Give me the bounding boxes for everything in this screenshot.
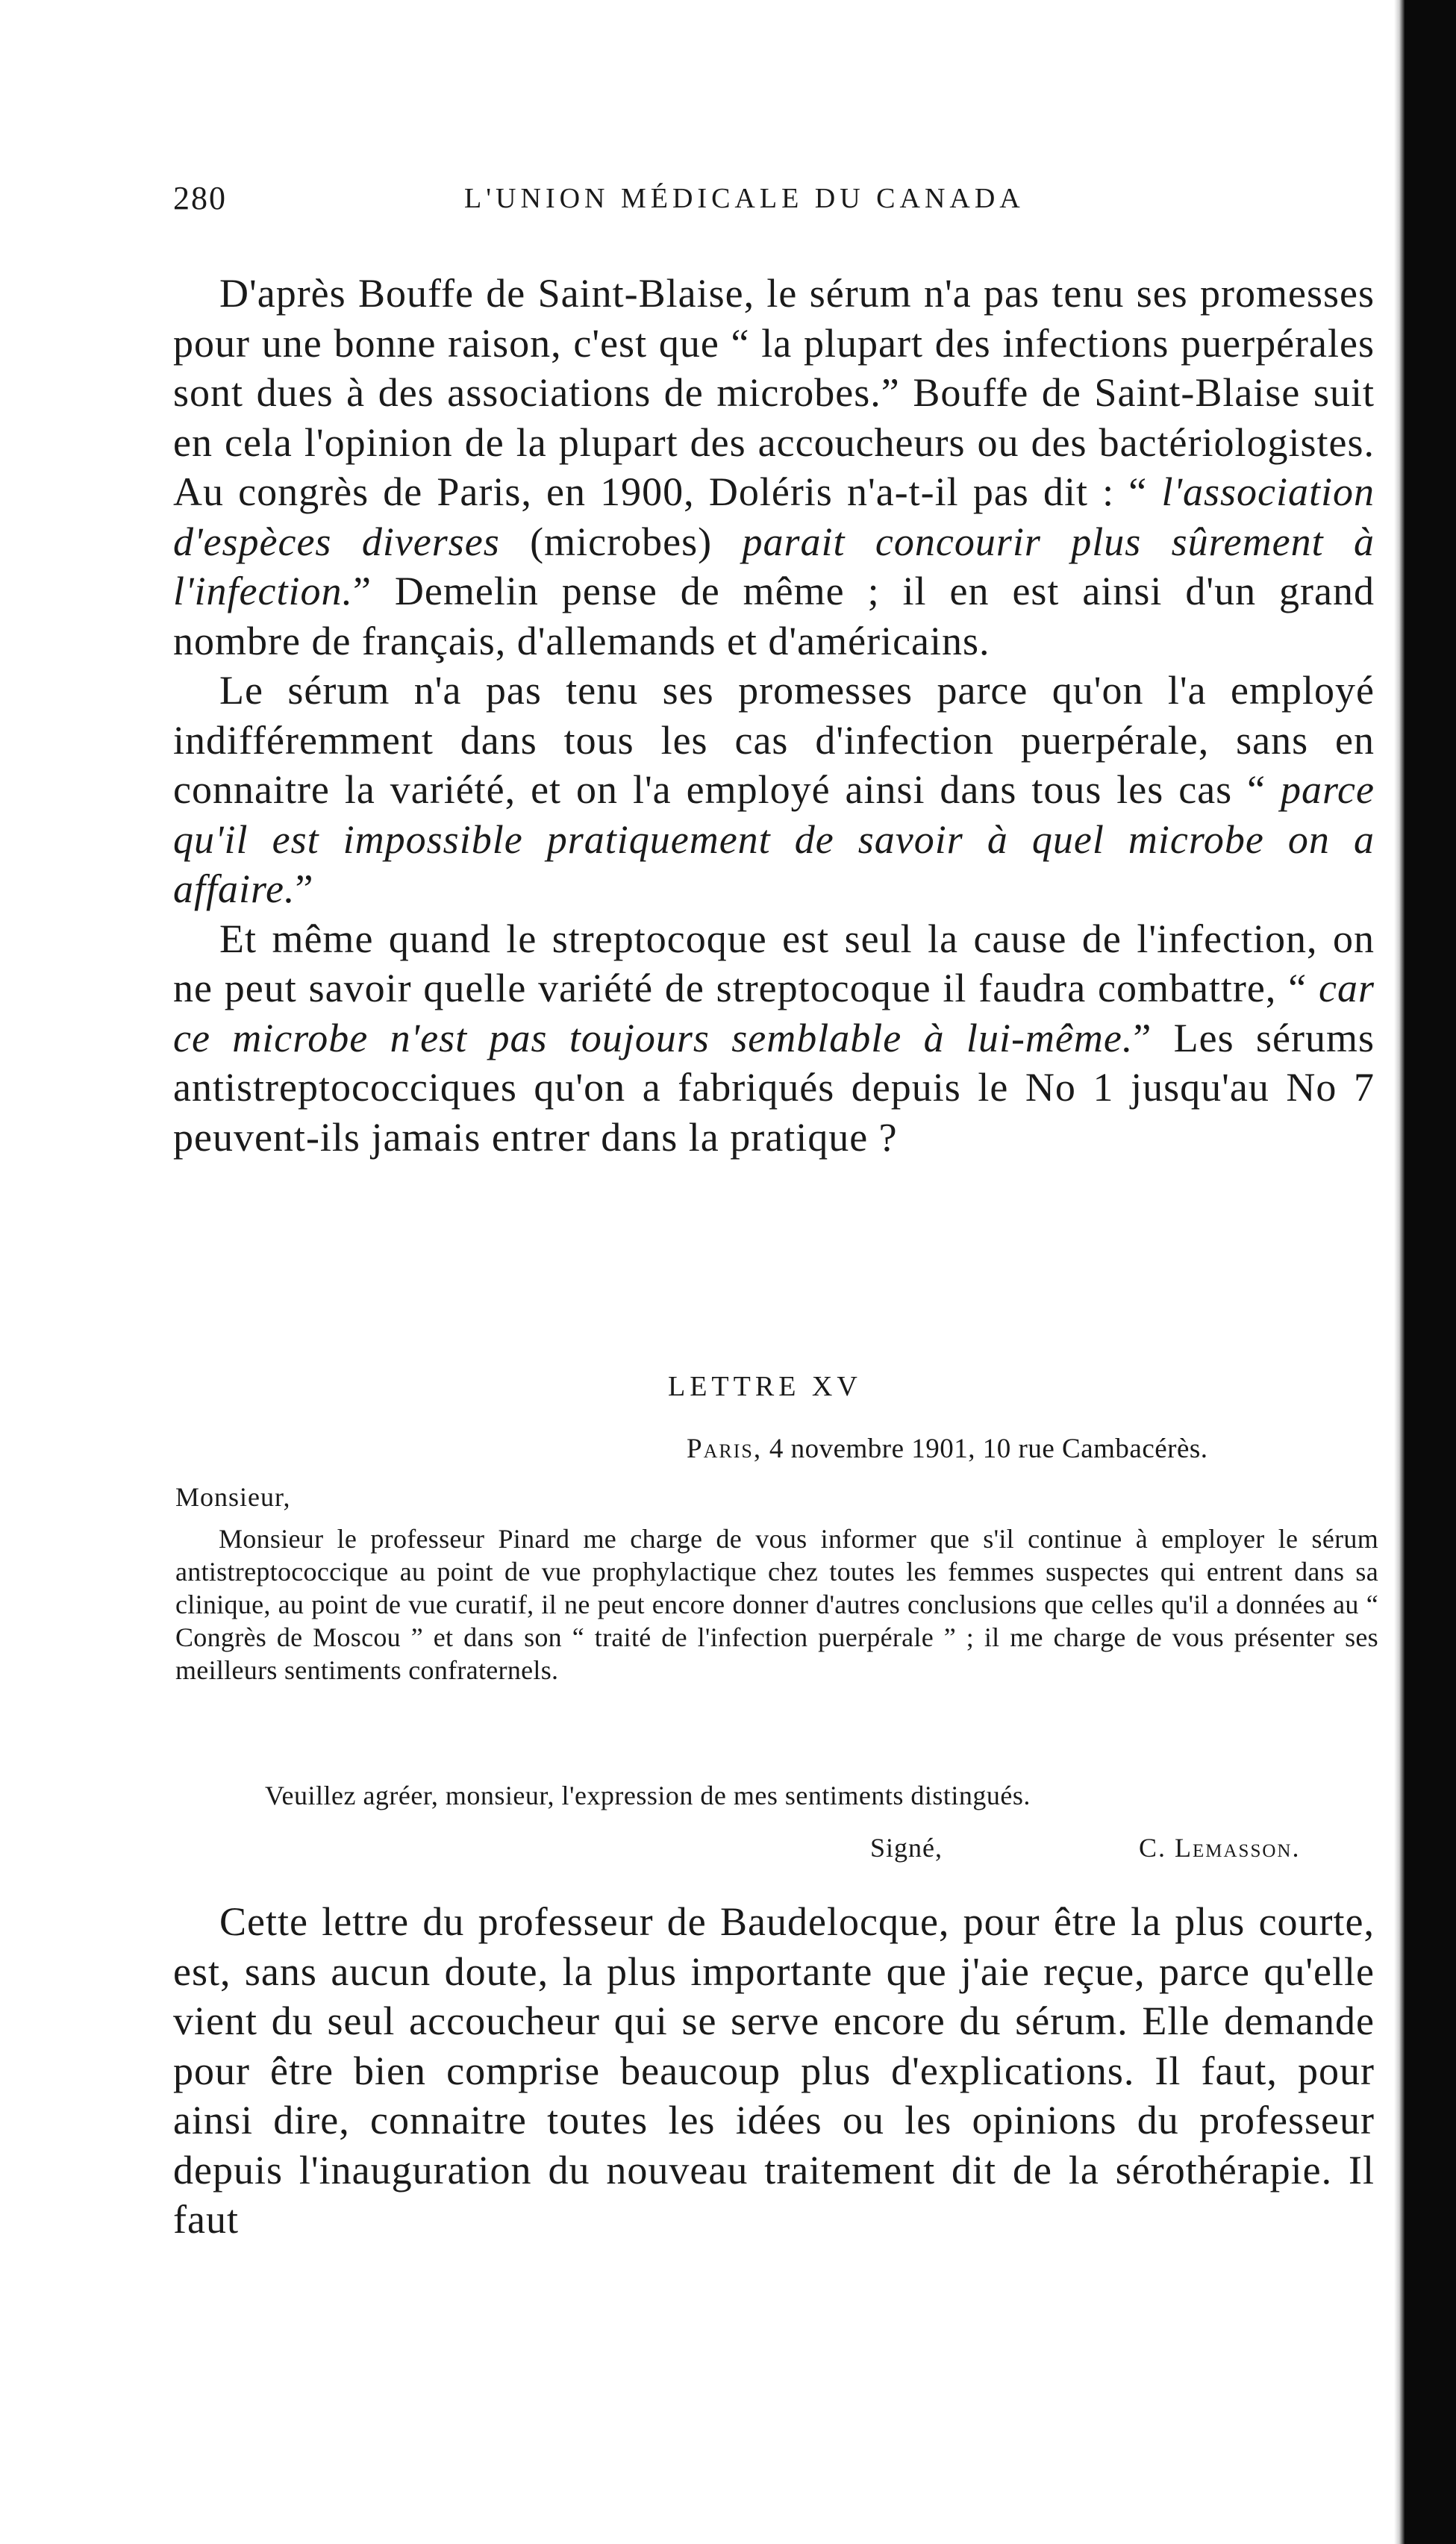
italic-quotation: parait concourir plus sûrement à l'infection. (173, 519, 1375, 613)
signer-name: C. Lemasson. (1139, 1833, 1301, 1863)
scan-edge-shadow (1394, 0, 1405, 2544)
letter-title: LETTRE XV (668, 1371, 862, 1402)
text-run: D'après Bouffe de Saint-Blaise, le sérum n'a pas tenu ses promesses pour une bonne raison, c'est que “ la plupart des infections puerpérales sont dues à des associations de microbes.” Bouffe de Saint-Blaise suit en cela l'opinion de la plupart des accoucheurs ou des bactériologistes. Au congrès de Paris, en 1900, Doléris n'a-t-il pas dit : “ (173, 271, 1375, 514)
text-run: Le sérum n'a pas tenu ses promesses parce qu'on l'a employé indifféremment dans tous les cas d'infection puerpérale, sans en connaitre la variété, et on l'a employé ainsi dans tous les cas “ (173, 668, 1375, 812)
body-paragraphs-before-letter (173, 269, 1375, 1162)
letter-dateline-city: Paris, (687, 1434, 763, 1464)
paragraph-doleris-citation (173, 269, 1375, 666)
letter-body (175, 1522, 1378, 1687)
text-run: ” Demelin pense de même ; il en est ainsi d'un grand nombre de français, d'allemands et d'américains. (173, 569, 1375, 663)
letter-dateline-date: 4 novembre 1901, 10 rue Cambacérès. (762, 1434, 1208, 1464)
scan-binding-edge (1405, 0, 1456, 2544)
letter-closing: Veuillez agréer, monsieur, l'expression de mes sentiments distingués. (265, 1781, 1031, 1810)
signed-label: Signé, (870, 1833, 943, 1863)
paragraph-streptococcus-variety (173, 914, 1375, 1163)
letter-salutation: Monsieur, (175, 1482, 291, 1512)
running-title: L'UNION MÉDICALE DU CANADA (464, 183, 1025, 214)
text-run: (microbes) (499, 519, 743, 564)
page-number: 280 (173, 180, 227, 216)
italic-quotation: car ce microbe n'est pas toujours semblable à lui-même. (173, 966, 1375, 1060)
page-header (173, 179, 1367, 224)
letter-body-paragraph: Monsieur le professeur Pinard me charge de vous informer que s'il continue à employer le sérum antistreptococcique au point de vue prophylactique chez toutes les femmes suspectes qui entrent dans sa clinique, au point de vue curatif, il ne peut encore donner d'autres conclusions que celles qu'il a données au “ Congrès de Moscou ” et dans son “ traité de l'infection puerpérale ” ; il me charge de vous présenter ses meilleurs sentiments confraternels. (175, 1524, 1378, 1685)
italic-quotation: parce qu'il est impossible pratiquement de savoir à quel microbe on a affaire. (173, 767, 1375, 911)
paragraph-baudelocque-letter: Cette lettre du professeur de Baudelocque, pour être la plus courte, est, sans aucun doute, la plus importante que j'aie reçue, parce qu'elle vient du seul accoucheur qui se serve encore du sérum. Elle demande pour être bien comprise beaucoup plus d'explications. Il faut, pour ainsi dire, connaitre toutes les idées ou les opinions du professeur depuis l'inauguration du nouveau traitement dit de la sérothérapie. Il faut (173, 1899, 1375, 2242)
paragraph-serum-promises (173, 666, 1375, 914)
text-run: Et même quand le streptocoque est seul la cause de l'infection, on ne peut savoir quelle variété de streptocoque il faudra combattre, “ (173, 916, 1375, 1010)
text-run: ” Les sérums antistreptococciques qu'on a fabriqués depuis le No 1 jusqu'au No 7 peuvent-ils jamais entrer dans la pratique ? (173, 1015, 1375, 1160)
letter-dateline (687, 1433, 1208, 1465)
body-paragraph-after-letter (173, 1897, 1375, 2245)
italic-quotation: l'association d'espèces diverses (173, 469, 1375, 564)
text-run: ” (295, 866, 314, 911)
